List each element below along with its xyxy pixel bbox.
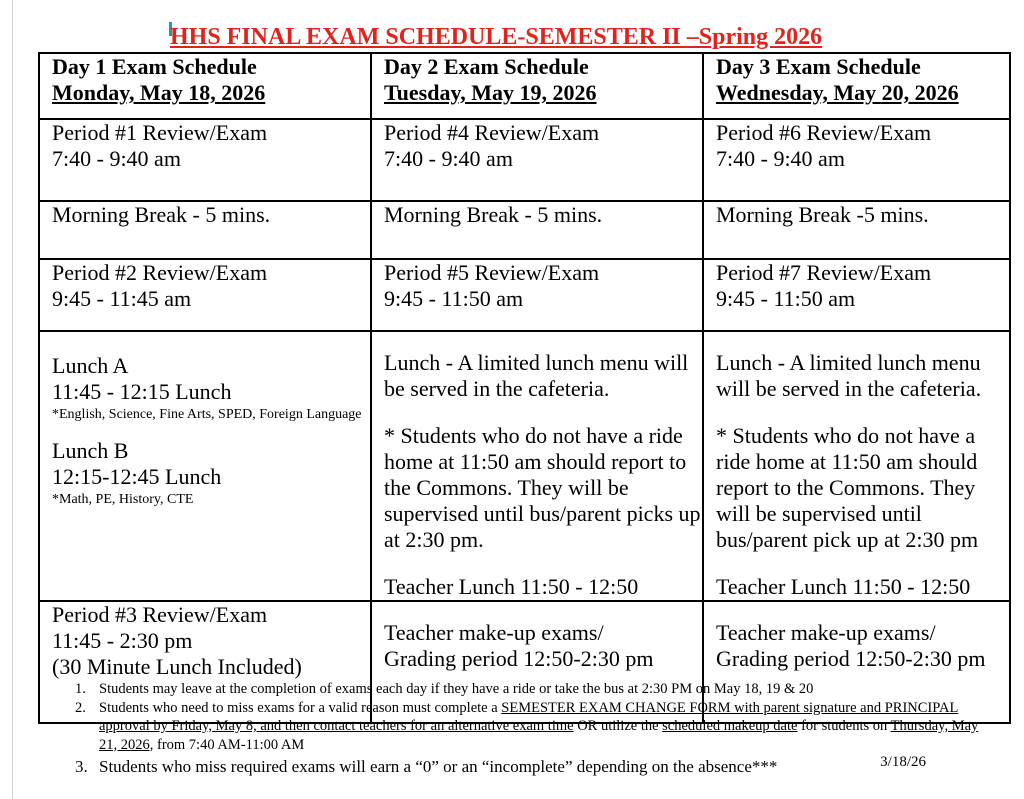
day1-last: Period #3 Review/Exam 11:45 - 2:30 pm (30 Minute Lunch Included)	[39, 601, 371, 723]
day1-slot2: Period #2 Review/Exam 9:45 - 11:45 am	[39, 259, 371, 331]
note-2: 2. Students who need to miss exams for a valid reason must complete a SEMESTER EXAM CHANGE FORM with parent signature and PRINCIPAL approval by Friday, May 8, and then contact teachers for an alternative exam time OR utilize the scheduled makeup date for students on Thursday, May 21, 2026, from 7:40 AM-11:00 AM	[75, 699, 979, 753]
revision-date: 3/18/26	[880, 754, 926, 770]
day2-header: Day 2 Exam Schedule Tuesday, May 19, 2026	[371, 53, 703, 119]
lunch-a-time: 11:45 - 12:15 Lunch	[52, 379, 232, 404]
break-row	[39, 201, 1010, 259]
header-row	[39, 53, 1010, 119]
day1-break: Morning Break - 5 mins.	[39, 201, 371, 259]
lunch-b-time: 12:15-12:45 Lunch	[52, 464, 222, 489]
second-period-row	[39, 259, 1010, 331]
lunch-a-title: Lunch A	[52, 353, 129, 378]
exam-schedule-table	[38, 52, 1011, 724]
ride-home-note: * Students who do not have a ride home at 11:50 am should report to the Commons. They will be supervised until bus/parent pick up at 2:30 pm	[716, 423, 979, 552]
day2-slot1: Period #4 Review/Exam 7:40 - 9:40 am	[371, 119, 703, 201]
day3-header: Day 3 Exam Schedule Wednesday, May 20, 2026	[703, 53, 1010, 119]
page-margin-line	[12, 0, 13, 799]
day3-lunch	[703, 331, 1010, 601]
day2-lunch	[371, 331, 703, 601]
first-period-row	[39, 119, 1010, 201]
page-title: HHS FINAL EXAM SCHEDULE-SEMESTER II –Spring 2026	[170, 24, 823, 50]
note-3: 3. Students who miss required exams will earn a “0” or an “incomplete” depending on the absence***	[75, 757, 778, 776]
day3-break: Morning Break -5 mins.	[703, 201, 1010, 259]
notes-list	[75, 680, 995, 778]
lunch-b-title: Lunch B	[52, 438, 129, 463]
lunch-b-note: *Math, PE, History, CTE	[52, 492, 194, 507]
lunch-menu-note: Lunch - A limited lunch menu will be served in the cafeteria.	[716, 350, 982, 401]
day2-break: Morning Break - 5 mins.	[371, 201, 703, 259]
day2-slot2: Period #5 Review/Exam 9:45 - 11:50 am	[371, 259, 703, 331]
teacher-lunch: Teacher Lunch 11:50 - 12:50	[384, 574, 639, 599]
day1-header: Day 1 Exam Schedule Monday, May 18, 2026	[39, 53, 371, 119]
day1-lunch	[39, 331, 371, 601]
lunch-a-note: *English, Science, Fine Arts, SPED, Foreign Language	[52, 407, 362, 422]
day1-slot1: Period #1 Review/Exam 7:40 - 9:40 am	[39, 119, 371, 201]
ride-home-note: * Students who do not have a ride home at 11:50 am should report to the Commons. They will be supervised until bus/parent picks up at 2:30 pm.	[384, 423, 701, 552]
lunch-row	[39, 331, 1010, 601]
note-1: 1. Students may leave at the completion of exams each day if they have a ride or take the bus at 2:30 PM on May 18, 19 & 20	[75, 681, 814, 697]
day3-slot2: Period #7 Review/Exam 9:45 - 11:50 am	[703, 259, 1010, 331]
lunch-menu-note: Lunch - A limited lunch menu will be served in the cafeteria.	[384, 350, 689, 401]
day3-last: Teacher make-up exams/ Grading period 12:50-2:30 pm	[703, 601, 1010, 723]
day3-slot1: Period #6 Review/Exam 7:40 - 9:40 am	[703, 119, 1010, 201]
teacher-lunch: Teacher Lunch 11:50 - 12:50	[716, 574, 971, 599]
day2-last: Teacher make-up exams/ Grading period 12:50-2:30 pm	[371, 601, 703, 723]
